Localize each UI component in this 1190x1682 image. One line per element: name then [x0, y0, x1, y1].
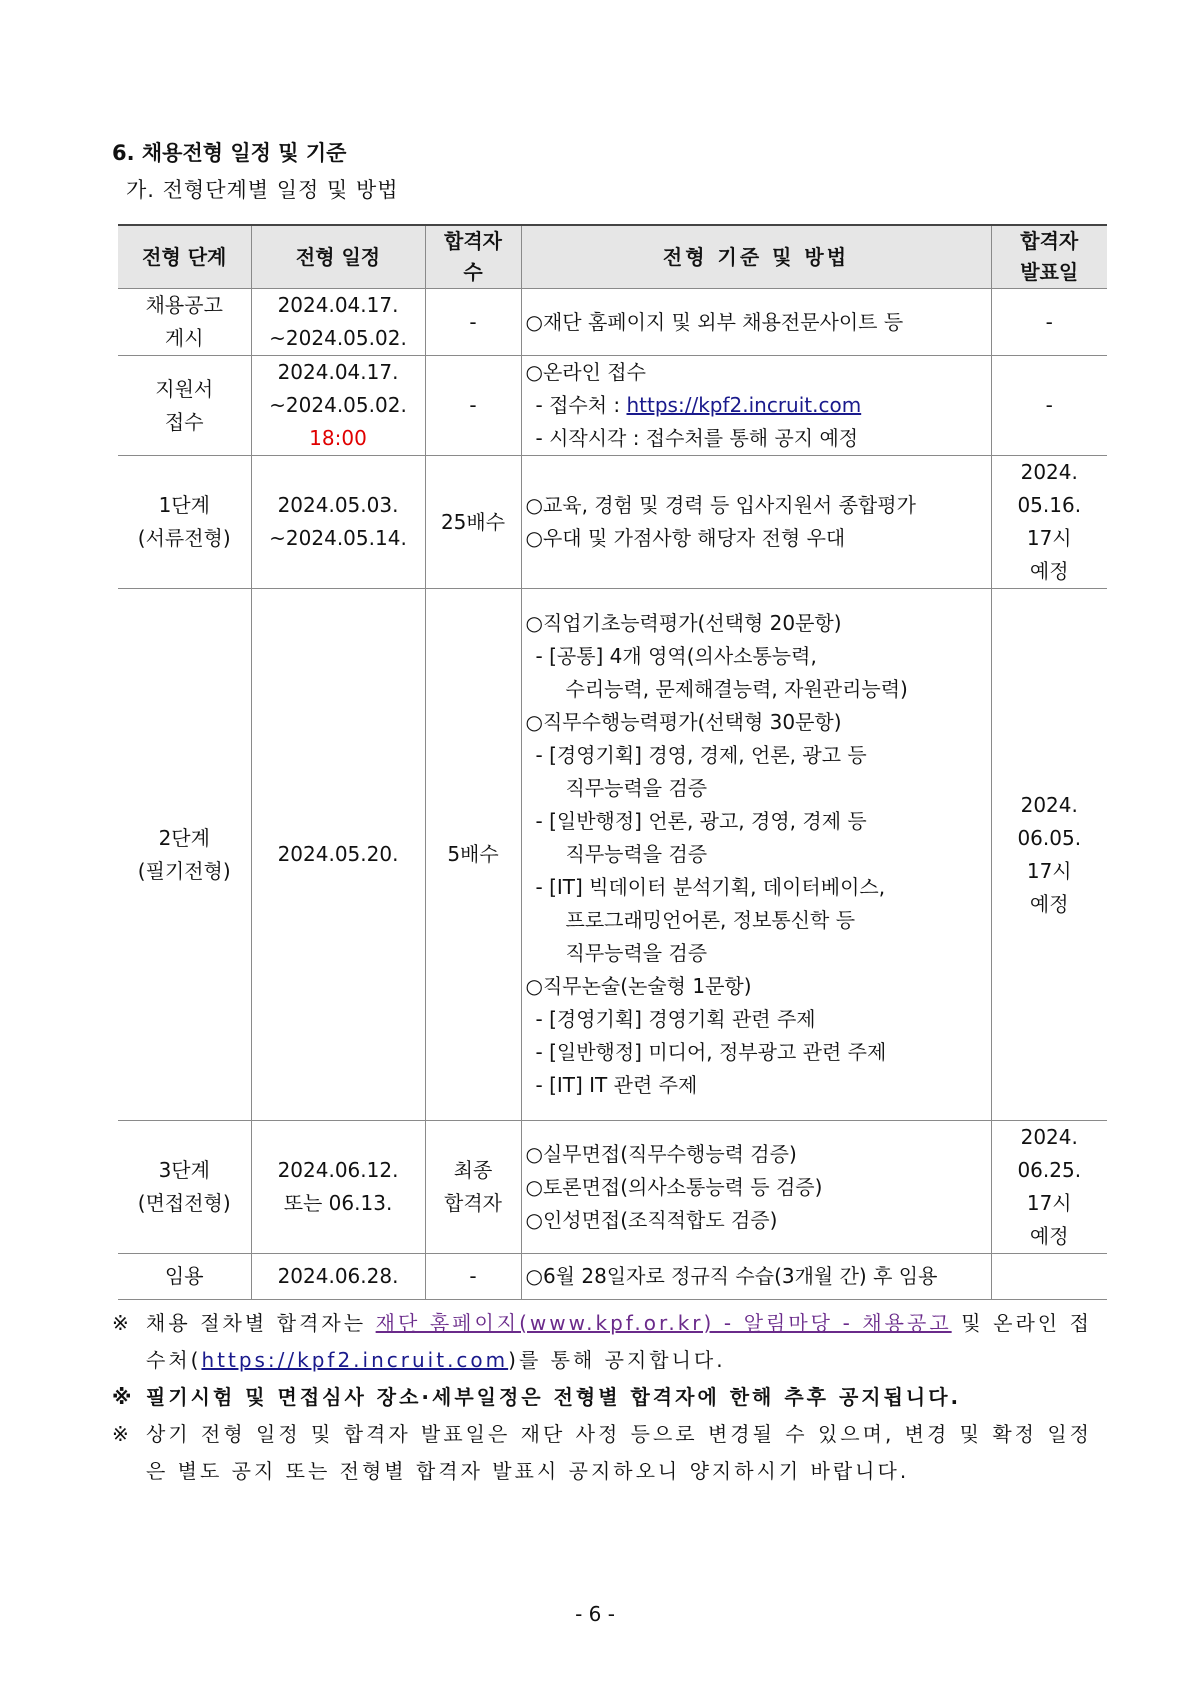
table-row — [118, 1121, 1107, 1254]
table-header-row — [118, 225, 1107, 289]
section-title: 6. 채용전형 일정 및 기준 — [112, 141, 347, 165]
cell-method: ○재단 홈페이지 및 외부 채용전문사이트 등 — [521, 289, 991, 356]
cell-stage: 임용 — [118, 1254, 251, 1300]
cell-stage: 지원서 접수 — [118, 356, 251, 456]
page-number: - 6 - — [575, 1602, 615, 1626]
cell-announce: - — [991, 289, 1107, 356]
cell-method: ○실무면접(직무수행능력 검증) ○토론면접(의사소통능력 등 검증) ○인성면접(조직적합도 검증) — [521, 1121, 991, 1254]
cell-schedule: 2024.06.12. 또는 06.13. — [251, 1121, 425, 1254]
header-method: 전형 기준 및 방법 — [521, 225, 991, 289]
cell-method: ○온라인 접수 - 접수처 : https://kpf2.incruit.com - 시작시각 : 접수처를 통해 공지 예정 — [521, 356, 991, 456]
cell-stage: 채용공고 게시 — [118, 289, 251, 356]
note-change: ※ 상기 전형 일정 및 합격자 발표일은 재단 사정 등으로 변경될 수 있으며, 변경 및 확정 일정은 별도 공지 또는 전형별 합격자 발표시 공지하오니 양지하시기 바랍니다. — [112, 1422, 1092, 1483]
kpf-homepage-link[interactable]: 재단 홈페이지(www.kpf.or.kr) - 알림마당 - 채용공고 — [375, 1311, 952, 1335]
cell-count: 25배수 — [425, 456, 521, 589]
notes — [112, 1305, 1092, 1490]
cell-method: ○직업기초능력평가(선택형 20문항) - [공통] 4개 영역(의사소통능력, 수리능력, 문제해결능력, 자원관리능력) ○직무수행능력평가(선택형 30문항) - [경영기획] 경영, 경제, 언론, 광고 등 직무능력을 검증 - [일반행정] 언론, 광고, 경영, 경제 등 직무능력을 검증 - [IT] 빅데이터 분석기획, 데이터베이스, 프로그래밍언어론, 정보통신학 등 직무능력을 검증 ○직무논술(논술형 1문항) - [경영기획] 경영기획 관련 주제 - [일반행정] 미디어, 정부광고 관련 주제 - [IT] IT 관련 주제 — [521, 589, 991, 1121]
table-row — [118, 289, 1107, 356]
table-row — [118, 589, 1107, 1121]
cell-announce: 2024. 05.16. 17시 예정 — [991, 456, 1107, 589]
schedule-table — [118, 224, 1107, 1300]
cell-stage: 2단계 (필기전형) — [118, 589, 251, 1121]
cell-schedule: 2024.05.20. — [251, 589, 425, 1121]
deadline-time: 18:00 — [309, 426, 367, 450]
table-row — [118, 356, 1107, 456]
cell-schedule: 2024.04.17. ~2024.05.02. — [251, 289, 425, 356]
cell-schedule: 2024.05.03. ~2024.05.14. — [251, 456, 425, 589]
table-row — [118, 456, 1107, 589]
cell-schedule: 2024.06.28. — [251, 1254, 425, 1300]
note-announcement: ※ 채용 절차별 합격자는 재단 홈페이지(www.kpf.or.kr) - 알림마당 - 채용공고 및 온라인 접수처(https://kpf2.incruit.com)를 통해 공지합니다. — [112, 1311, 1092, 1372]
cell-count: 5배수 — [425, 589, 521, 1121]
cell-announce: 2024. 06.25. 17시 예정 — [991, 1121, 1107, 1254]
cell-stage: 1단계 (서류전형) — [118, 456, 251, 589]
header-announce: 합격자 발표일 — [991, 225, 1107, 289]
subsection-title: 가. 전형단계별 일정 및 방법 — [126, 178, 399, 202]
note-venue: ※ 필기시험 및 면접심사 장소·세부일정은 전형별 합격자에 한해 추후 공지됩니다. — [112, 1385, 962, 1409]
cell-count: - — [425, 289, 521, 356]
cell-stage: 3단계 (면접전형) — [118, 1121, 251, 1254]
incruit-link[interactable]: https://kpf2.incruit.com — [626, 393, 862, 417]
cell-announce — [991, 1254, 1107, 1300]
header-stage: 전형 단계 — [118, 225, 251, 289]
cell-method: ○교육, 경험 및 경력 등 입사지원서 종합평가 ○우대 및 가점사항 해당자 전형 우대 — [521, 456, 991, 589]
cell-announce: 2024. 06.05. 17시 예정 — [991, 589, 1107, 1121]
header-count: 합격자 수 — [425, 225, 521, 289]
header-schedule: 전형 일정 — [251, 225, 425, 289]
table-row — [118, 1254, 1107, 1300]
cell-method: ○6월 28일자로 정규직 수습(3개월 간) 후 임용 — [521, 1254, 991, 1300]
cell-schedule: 2024.04.17. ~2024.05.02. 18:00 — [251, 356, 425, 456]
incruit-link-note[interactable]: https://kpf2.incruit.com — [201, 1348, 509, 1372]
cell-count: - — [425, 356, 521, 456]
cell-count: 최종 합격자 — [425, 1121, 521, 1254]
cell-count: - — [425, 1254, 521, 1300]
cell-announce: - — [991, 356, 1107, 456]
